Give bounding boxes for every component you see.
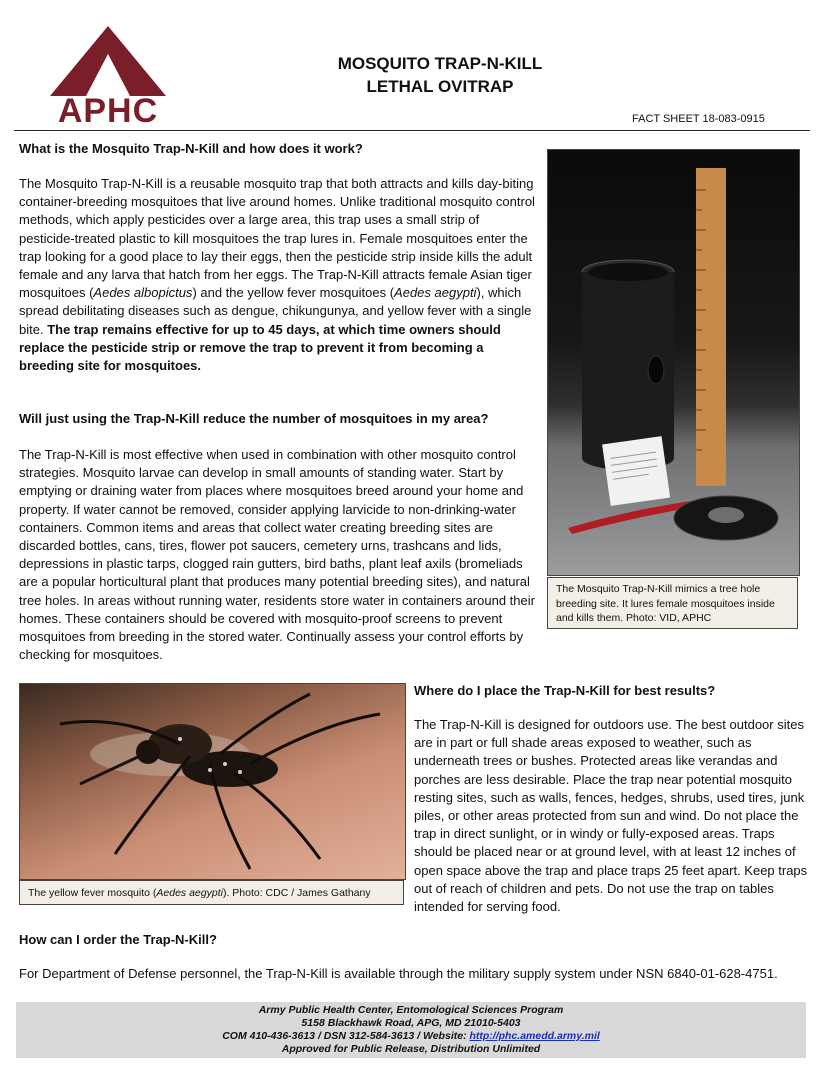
trap-illustration-icon [548,150,799,575]
trap-photo [547,149,800,576]
mosquito-caption-text-1: The yellow fever mosquito ( [28,887,157,899]
footer-line-2: 5158 Blackhawk Road, APG, MD 21010-5403 [301,1017,521,1029]
s1-bold-text: The trap remains effective for up to 45 days, at which time owners should replace the pesticide strip or remove the trap to prevent it from becoming a breeding site for mosquitoes. [19,321,501,374]
s1-text-3: ), which spread debilitating diseases such as dengue, chikungunya, and yellow fever with a single bite. [19,285,532,337]
title-line-1: MOSQUITO TRAP-N-KILL [337,54,543,73]
mosquito-photo-caption [19,880,404,905]
section-3-body: The Trap-N-Kill is designed for outdoors use. The best outdoor sites are in part or full shade areas exposed to weather, such as underneath trees or bushes. Protected areas like verandas and porches are less desirable. Place the trap near potential mosquito resting sites, such as walls, fences, hedges, shrubs, used tires, junk piles, or other areas protected from sun and wind. Do not place the trap in direct sunlight, or in windy or fully-exposed areas. Traps should be placed near or at ground level, with at least 12 inches of open space above the trap and place traps 25 feet apart. Keep traps out of reach of children and pets. Do not use the trap on tables intended for serving food. [414,717,808,915]
fact-sheet-number: FACT SHEET 18-083-0915 [632,113,765,125]
header-divider [14,130,810,131]
mosquito-caption-species: Aedes aegypti [156,887,223,899]
page-title [250,52,630,98]
footer-contact: COM 410-436-3613 / DSN 312-584-3613 / Website: [222,1030,470,1042]
section-3-heading: Where do I place the Trap-N-Kill for best results? [414,683,716,698]
footer-line-1: Army Public Health Center, Entomological Sciences Program [258,1004,564,1016]
mosquito-photo [19,683,406,880]
footer-line-3 [16,1030,806,1043]
mosquito-caption-text-2: ). Photo: CDC / James Gathany [222,887,371,899]
mosquito-illustration-icon [20,684,405,879]
trap-photo-caption: The Mosquito Trap-N-Kill mimics a tree hole breeding site. It lures female mosquitoes inside and kills them. Photo: VID, APHC [547,577,798,629]
section-4-body: For Department of Defense personnel, the Trap-N-Kill is available through the military supply system under NSN 6840-01-628-4751. [19,966,778,981]
section-2-heading: Will just using the Trap-N-Kill reduce the number of mosquitoes in my area? [19,411,489,426]
s1-text-2: ) and the yellow fever mosquitoes ( [192,285,395,301]
footer [16,1002,806,1058]
aphc-logo-triangle-icon [48,24,168,99]
s1-species-2: Aedes aegypti [394,285,477,301]
title-line-2: LETHAL OVITRAP [366,77,514,96]
s1-text-1: The Mosquito Trap-N-Kill is a reusable mosquito trap that both attracts and kills day-biting container-breeding mosquitoes that live around homes. Unlike traditional mosquito control methods, which apply pesticides over a large area, this trap uses a small strip of pesticide-treated plastic to kill mosquitoes the trap lures in. Female mosquitoes enter the trap looking for a good place to lay their eggs, then the pesticide strip inside kills the adult female and any larva that hatch from her eggs. The Trap-N-Kill attracts female Asian tiger mosquitoes ( [19,176,535,301]
section-2-body: The Trap-N-Kill is most effective when used in combination with other mosquito control strategies. Mosquito larvae can develop in small amounts of standing water. Start by emptying or draining water from places where mosquitoes breed around your home and property. If water cannot be removed, consider applying larvicide to non-drinking-water containers. Common items and areas that collect water creating breeding sites are discarded bottles, cans, tires, flower pot saucers, cemetery urns, trashcans and lids, depressions in plastic tarps, clogged rain gutters, bird baths, plant leaf axils (bromeliads are a popular horticultural plant that produces many potential breeding sites), and natural tree holes. In areas without running water, residents store water in containers around their homes. These containers should be covered with mosquito-proof screens to prevent mosquitoes from breeding in the stored water. Continually assess your control efforts by checking for mosquitoes. [19,447,535,663]
logo-text: APHC [57,92,159,130]
footer-line-4: Approved for Public Release, Distribution Unlimited [281,1043,541,1055]
s1-species-1: Aedes albopictus [93,285,193,301]
section-4-heading: How can I order the Trap-N-Kill? [19,932,217,947]
section-1-body [19,175,537,375]
section-1-heading: What is the Mosquito Trap-N-Kill and how does it work? [19,141,363,156]
website-link[interactable]: http://phc.amedd.army.mil [469,1030,600,1042]
